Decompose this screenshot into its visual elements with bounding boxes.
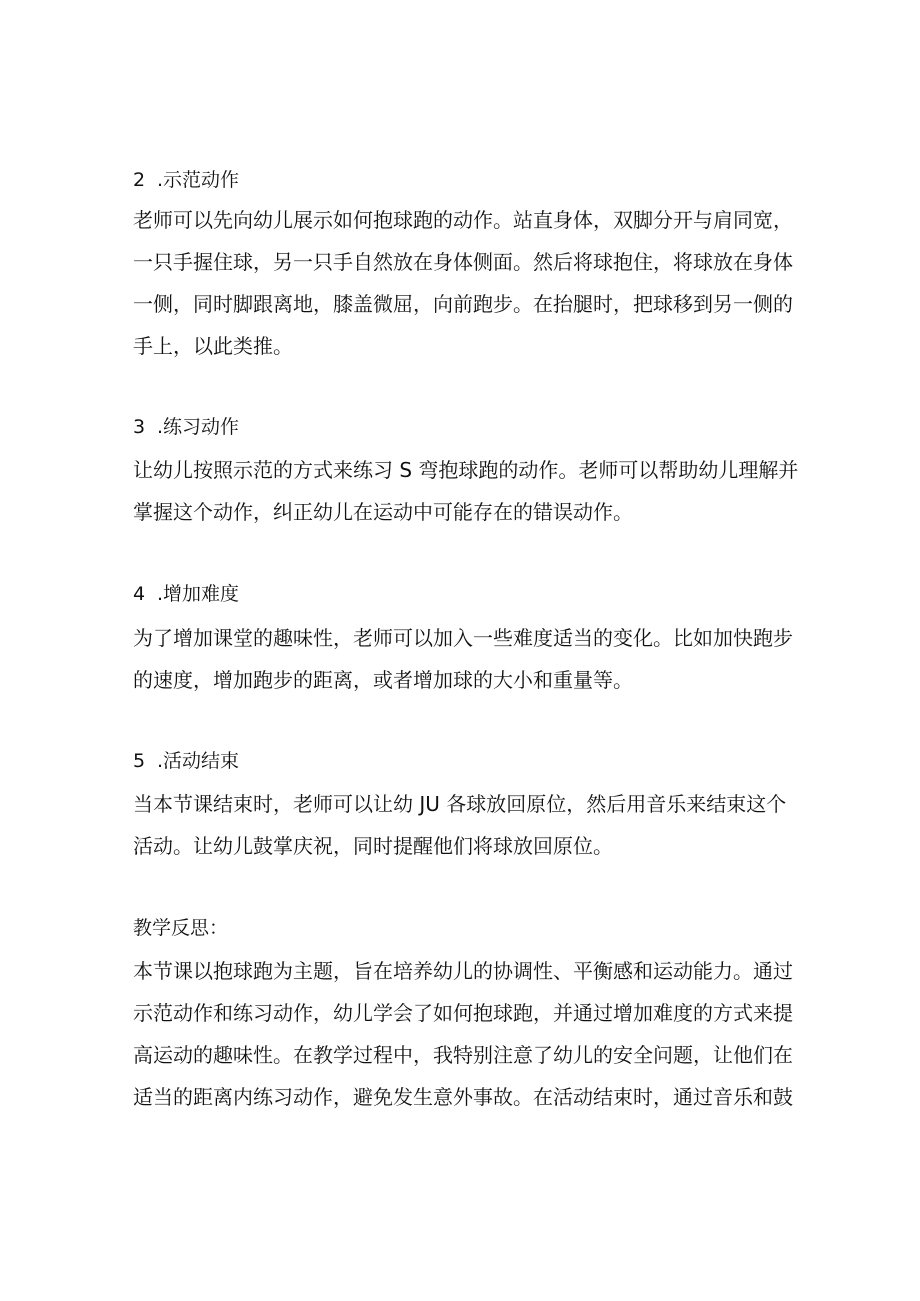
paragraph-line: 掌握这个动作，纠正幼儿在运动中可能存在的错误动作。: [133, 500, 633, 524]
paragraph-line: 示范动作和练习动作，幼儿学会了如何抱球跑，并通过增加难度的方式来提: [133, 1001, 793, 1025]
paragraph-line: 本节课以抱球跑为主题，旨在培养幼儿的协调性、平衡感和运动能力。通过: [133, 959, 793, 983]
section-heading: [133, 747, 239, 775]
paragraph-line: 适当的距离内练习动作，避免发生意外事故。在活动结束时，通过音乐和鼓: [133, 1085, 793, 1109]
section-heading: [133, 166, 239, 194]
section-number: 3: [133, 416, 146, 438]
paragraph-line: 为了增加课堂的趣味性，老师可以加入一些难度适当的变化。比如加快跑步: [133, 626, 793, 650]
paragraph-line: 活动。让幼儿鼓掌庆祝，同时提醒他们将球放回原位。: [133, 834, 613, 858]
section-title: .活动结束: [157, 750, 240, 772]
reflection-heading: 教学反思：: [133, 917, 229, 939]
paragraph-line: 一侧，同时脚跟离地，膝盖微屈，向前跑步。在抬腿时，把球移到另一侧的: [133, 292, 793, 316]
paragraph-line: 手上，以此类推。: [133, 334, 293, 358]
section-title: .示范动作: [157, 169, 240, 191]
paragraph-line: 的速度，增加跑步的距离，或者增加球的大小和重量等。: [133, 668, 633, 692]
section-title: .练习动作: [157, 416, 240, 438]
section-title: .增加难度: [157, 583, 240, 605]
paragraph-line: 高运动的趣味性。在教学过程中，我特别注意了幼儿的安全问题，让他们在: [133, 1043, 793, 1067]
section-number: 4: [133, 583, 146, 605]
paragraph-line: 让幼儿按照示范的方式来练习 S 弯抱球跑的动作。老师可以帮助幼儿理解并: [133, 458, 799, 482]
section-heading: [133, 580, 239, 608]
section-heading: [133, 413, 239, 441]
paragraph-line: 老师可以先向幼儿展示如何抱球跑的动作。站直身体，双脚分开与肩同宽，: [133, 208, 793, 232]
paragraph-line: 一只手握住球，另一只手自然放在身体侧面。然后将球抱住，将球放在身体: [133, 250, 793, 274]
section-number: 5: [133, 750, 146, 772]
paragraph-line: 当本节课结束时，老师可以让幼 JU 各球放回原位，然后用音乐来结束这个: [133, 792, 787, 816]
section-number: 2: [133, 169, 146, 191]
